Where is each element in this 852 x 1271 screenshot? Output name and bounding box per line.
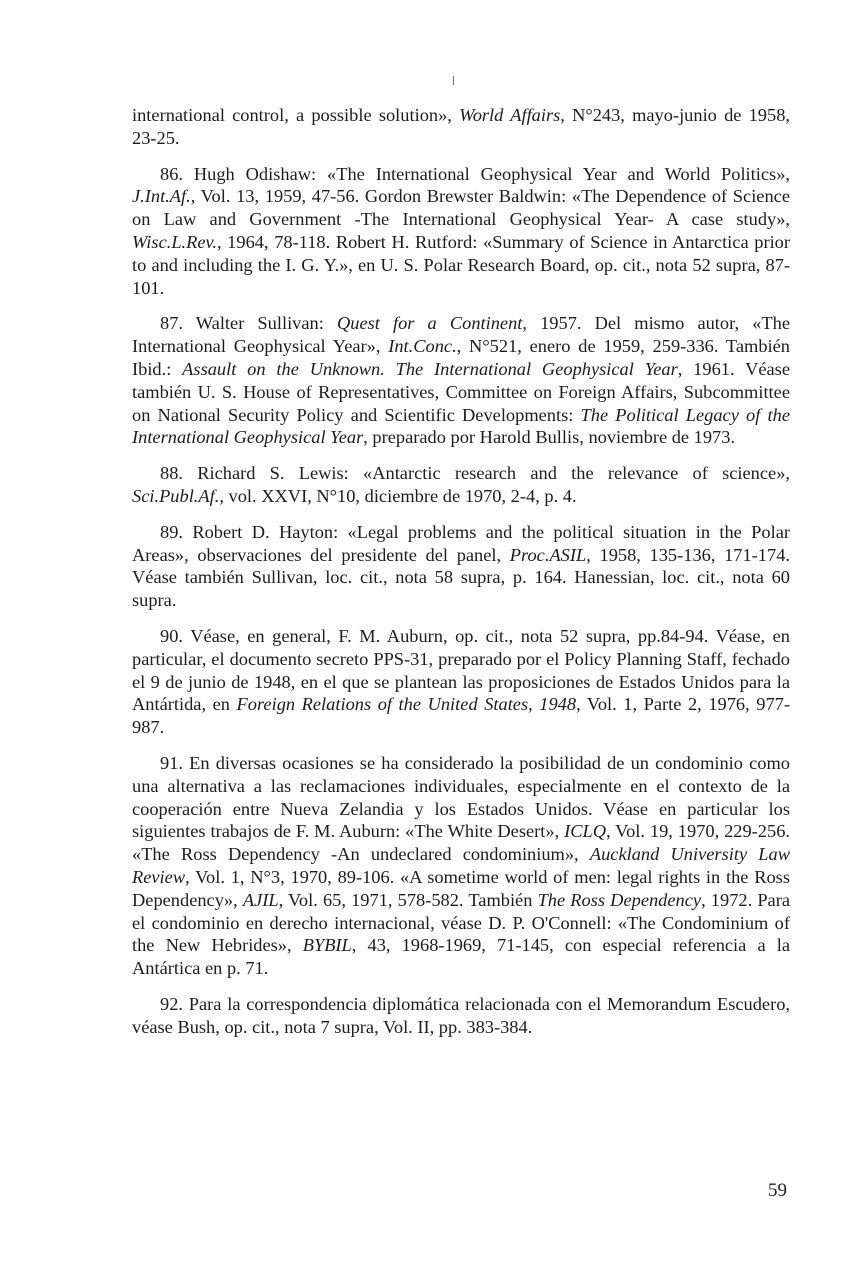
note-text: 90. Véase, en general, F. M. Auburn, op. cit., nota 52 supra, pp.84-94. Véase, en particular, el documento secreto PPS-31, preparado por el Policy Planning Staff, fechado el 9 de junio de 1948, en el que se plantean las proposiciones de Estados Unidos para la Antártida, en [132, 625, 790, 715]
note-text: , Vol. 65, 1971, 578-582. También [278, 889, 538, 910]
note-90 [132, 625, 790, 739]
note-text: , 1961. Véase también U. S. House of Representatives, Committee on Foreign Affairs, Subcommittee on National Security Policy and Scientific Developments: [132, 358, 790, 425]
citation-title: World Affairs [459, 105, 561, 125]
note-text: 91. En diversas ocasiones se ha considerado la posibilidad de un condominio como una alternativa a las reclamaciones individuales, especialmente en el contexto de la cooperación entre Nueva Zelandia y los Estados Unidos. Véase en particular los siguientes trabajos de F. M. Auburn: «The White Desert», [132, 752, 790, 842]
citation-title: Sci.Publ.Af. [132, 485, 220, 506]
note-text: 89. Robert D. Hayton: «Legal problems and the political situation in the Polar Areas», observaciones del presidente del panel, [132, 521, 790, 565]
note-text: , Vol. 1, N°3, 1970, 89-106. «A sometime world of men: legal rights in the Ross Dependency», [132, 866, 790, 910]
note-text: , 1957. Del mismo autor, «The International Geophysical Year», [132, 313, 790, 357]
note-text: , 1958, 135-136, 171-174. Véase también Sullivan, loc. cit., nota 58 supra, p. 164. Hanessian, loc. cit., nota 60 supra. [132, 544, 790, 611]
note-88 [132, 462, 790, 508]
note-89 [132, 521, 790, 612]
note-text: , Vol. 13, 1959, 47-56. Gordon Brewster Baldwin: «The Dependence of Science on Law and Government -The International Geophysical Year- A case study», [132, 186, 790, 230]
note-text: 87. Walter Sullivan: [160, 313, 337, 334]
citation-title: The Ross Dependency [537, 889, 702, 910]
note-text: , vol. XXVI, N°10, diciembre de 1970, 2-4, p. 4. [219, 485, 577, 506]
citation-title: ICLQ [564, 821, 606, 842]
note-text: 92. Para la correspondencia diplomática relacionada con el Memorandum Escudero, véase Bush, op. cit., nota 7 supra, Vol. II, pp. 383-384. [132, 993, 790, 1037]
citation-title: Int.Conc. [388, 336, 457, 357]
citation-title: Wisc.L.Rev. [132, 231, 217, 252]
note-continuation [132, 104, 790, 150]
citation-title: Foreign Relations of the United States, 1948 [236, 694, 577, 715]
note-86 [132, 163, 790, 300]
note-text: , N°243, mayo-junio de 1958, 23-25. [132, 105, 790, 148]
footnotes-list [132, 104, 790, 1051]
citation-title: AJIL [242, 889, 279, 910]
page-number: 59 [768, 1180, 787, 1201]
citation-title: Assault on the Unknown. The International Geophysical Year [182, 358, 678, 379]
note-text: , 1964, 78-118. Robert H. Rutford: «Summary of Science in Antarctica prior to and including the I. G. Y.», en U. S. Polar Research Board, op. cit., nota 52 supra, 87-101. [132, 231, 790, 298]
note-text: , Vol. 1, Parte 2, 1976, 977-987. [132, 694, 790, 738]
note-text: 86. Hugh Odishaw: «The International Geophysical Year and World Politics», [160, 163, 790, 184]
note-text: , preparado por Harold Bullis, noviembre de 1973. [363, 427, 736, 448]
note-text: international control, a possible solution», [132, 105, 460, 125]
note-text: , 43, 1968-1969, 71-145, con especial referencia a la Antártica en p. 71. [132, 935, 790, 979]
citation-title: The Political Legacy of the International Geophysical Year [132, 404, 790, 448]
citation-title: Auckland University Law Review [132, 844, 790, 887]
note-91 [132, 752, 790, 980]
citation-title: Quest for a Continent [336, 313, 523, 334]
citation-title: BYBIL [302, 935, 352, 956]
note-text: , N°521, enero de 1959, 259-336. También Ibid.: [132, 336, 790, 379]
note-text: , Vol. 19, 1970, 229-256. «The Ross Dependency -An undeclared condominium», [132, 821, 790, 865]
scan-mark [453, 76, 454, 85]
citation-title: Proc.ASIL [509, 544, 587, 565]
note-text: , 1972. Para el condominio en derecho internacional, véase D. P. O'Connell: «The Condominium of the New Hebrides», [132, 889, 791, 956]
citation-title: J.Int.Af. [132, 186, 191, 207]
note-87 [132, 312, 790, 449]
note-text: 88. Richard S. Lewis: «Antarctic research and the relevance of science», [160, 463, 790, 484]
note-92 [132, 993, 790, 1039]
